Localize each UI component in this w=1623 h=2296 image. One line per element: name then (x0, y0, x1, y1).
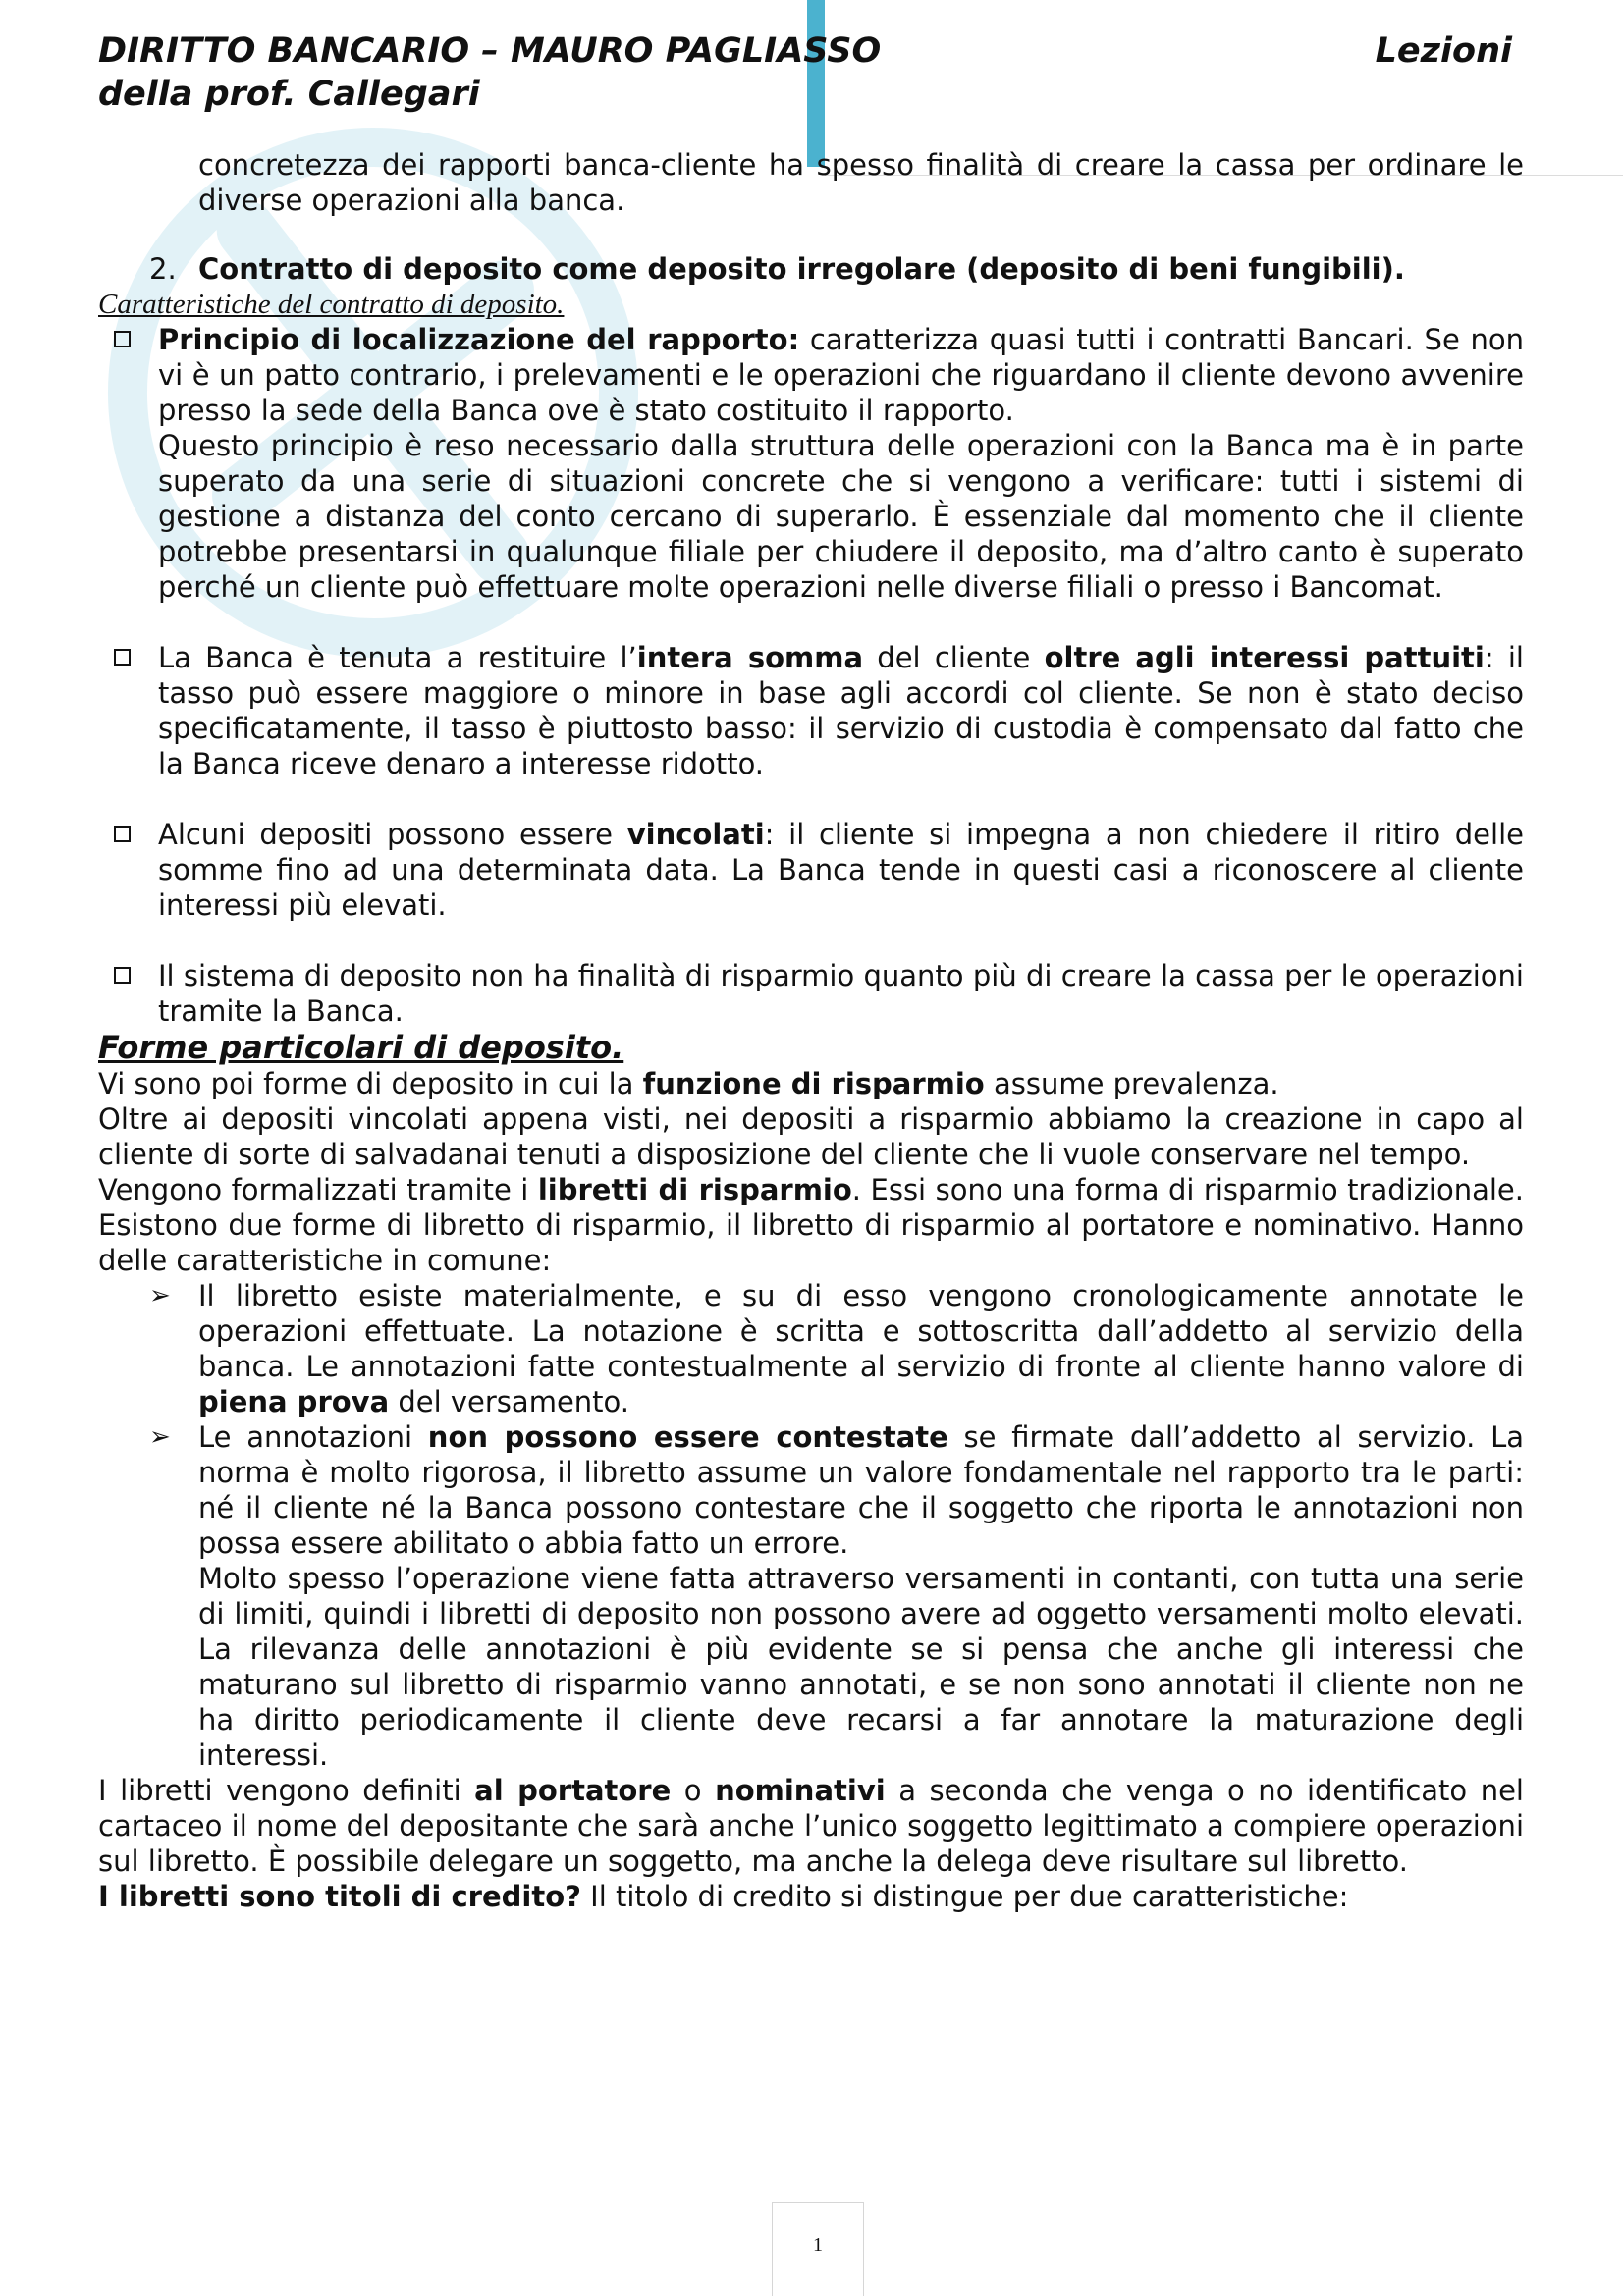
arrow-bullet-icon: ➢ (149, 1281, 171, 1310)
text: o (671, 1774, 716, 1807)
bold-text: I libretti sono titoli di credito? (98, 1880, 581, 1913)
bold-text: intera somma (636, 641, 864, 674)
bullet-paragraph: Molto spesso l’operazione viene fatta attraverso versamenti in contanti, con tutta una serie di limiti, quindi i libretti di deposito non possono avere ad oggetto versamenti molto elevati. La rilevanza delle annotazioni è più evidente se si pensa che anche gli interessi che maturano sul libretto di risparmio vanno annotati, e se non sono annotati il cliente non ne ha diritto periodicamente il cliente deve recarsi a far annotare la maturazione degli interessi. (198, 1562, 1524, 1772)
checkbox-bullet-icon (114, 826, 131, 842)
paragraph-risparmio (98, 1066, 1524, 1101)
paragraph-salvadanai: Oltre ai depositi vincolati appena visti, nei depositi a risparmio abbiamo la creazione in capo al cliente di sorte di salvadanai tenuti a disposizione del cliente che li vuole conservare nel tempo. (98, 1102, 1524, 1171)
paragraph-titoli-credito (98, 1879, 1524, 1914)
text: Vengono formalizzati tramite i (98, 1173, 538, 1206)
text: del cliente (863, 641, 1045, 674)
text: Il libretto esiste materialmente, e su di esso vengono cronologicamente annotate le operazioni effettuate. La notazione è scritta e sottoscritta dall’addetto al servizio della banca. Le annotazioni fatte contestualmente al servizio di fronte al cliente hanno valore di (198, 1279, 1524, 1383)
bullet-bold: Principio di localizzazione del rapporto: (158, 323, 800, 356)
text: a seconda che venga o no identificato nel cartaceo il nome del depositante che sarà anche l’unico soggetto legittimato a compiere operazioni sul libretto. È possibile delegare un soggetto, ma anche la delega deve risultare sul libretto. (98, 1774, 1524, 1878)
text: Alcuni depositi possono essere (158, 818, 627, 851)
text: : il cliente si impegna a non chiedere il ritiro delle somme fino ad una determinata data. La Banca tende in questi casi a riconoscere al cliente interessi più elevati. (158, 818, 1524, 922)
text: assume prevalenza. (984, 1067, 1279, 1100)
bullet-cassa (98, 958, 1524, 1029)
page-header (98, 29, 1512, 116)
bold-text: libretti di risparmio (537, 1173, 852, 1206)
bullet-text: caratterizza quasi tutti i contratti Bancari. Se non vi è un patto contrario, i prelevamenti e le operazioni che riguardano il cliente devono avvenire presso la sede della Banca ove è stato costituito il rapporto. (158, 323, 1524, 427)
text: Le annotazioni (198, 1420, 428, 1454)
arrow-bullet-icon: ➢ (149, 1422, 171, 1452)
text: Vi sono poi forme di deposito in cui la (98, 1067, 643, 1100)
bold-text: nominativi (715, 1774, 886, 1807)
section-heading-forms: Forme particolari di deposito. (98, 1029, 624, 1066)
text: La Banca è tenuta a restituire l’ (158, 641, 637, 674)
bullet-localization (98, 322, 1524, 605)
item-text: Contratto di deposito come deposito irregolare (deposito di beni fungibili). (198, 252, 1405, 286)
bullet-restitution (98, 640, 1524, 781)
bold-text: piena prova (198, 1385, 390, 1418)
bold-text: vincolati (626, 818, 765, 851)
bullet-text: Il sistema di deposito non ha finalità di risparmio quanto più di creare la cassa per le operazioni tramite la Banca. (158, 959, 1524, 1028)
bold-text: oltre agli interessi pattuiti (1044, 641, 1485, 674)
numbered-item-2 (98, 251, 1524, 287)
bullet-paragraph: Questo principio è reso necessario dalla struttura delle operazioni con la Banca ma è in parte superato da una serie di situazioni concrete che si vengono a verificare: tutti i sistemi di gestione a distanza del conto cercano di superarlo. È essenziale dal momento che il cliente potrebbe presentarsi in qualunque filiale per chiudere il deposito, ma d’altro canto è superato perché un cliente può effettuare molte operazioni nelle diverse filiali o presso i Bancomat. (158, 429, 1524, 604)
bold-text: al portatore (474, 1774, 672, 1807)
header-title-right: Lezioni (1375, 31, 1512, 71)
header-title-line2: della prof. Callegari (98, 75, 480, 114)
page-number: 1 (813, 2234, 823, 2256)
paragraph-libretti (98, 1172, 1524, 1278)
section-heading-characteristics: Caratteristiche del contratto di deposito. (98, 289, 565, 320)
paragraph-portatore (98, 1773, 1524, 1879)
arrow-bullet-annotations (98, 1419, 1524, 1773)
checkbox-bullet-icon (114, 331, 131, 347)
text: : il tasso può essere maggiore o minore in base agli accordi col cliente. Se non è stato deciso specificatamente, il tasso è piuttosto basso: il servizio di custodia è compensato dal fatto che la Banca riceve denaro a interesse ridotto. (158, 641, 1524, 780)
bullet-vincolati (98, 817, 1524, 923)
intro-paragraph: concretezza dei rapporti banca-cliente ha spesso finalità di creare la cassa per ordinare le diverse operazioni alla banca. (198, 148, 1524, 217)
checkbox-bullet-icon (114, 649, 131, 666)
arrow-bullet-material (98, 1278, 1524, 1419)
text: Il titolo di credito si distingue per due caratteristiche: (580, 1880, 1349, 1913)
header-title-line1: DIRITTO BANCARIO – MAURO PAGLIASSO (98, 31, 882, 71)
bold-text: non possono essere contestate (427, 1420, 948, 1454)
text: se firmate dall’addetto al servizio. La norma è molto rigorosa, il libretto assume un valore fondamentale nel rapporto tra le parti: né il cliente né la Banca possono contestare che il soggetto che riporta le annotazioni non possa essere abilitato o abbia fatto un errore. (198, 1420, 1524, 1560)
document-body (98, 147, 1524, 1914)
bold-text: funzione di risparmio (642, 1067, 985, 1100)
text: I libretti vengono definiti (98, 1774, 475, 1807)
text: del versamento. (389, 1385, 629, 1418)
text: . Essi sono una forma di risparmio tradizionale. Esistono due forme di libretto di risparmio, il libretto di risparmio al portatore e nominativo. Hanno delle caratteristiche in comune: (98, 1173, 1524, 1277)
item-number: 2. (149, 252, 177, 286)
checkbox-bullet-icon (114, 967, 131, 984)
